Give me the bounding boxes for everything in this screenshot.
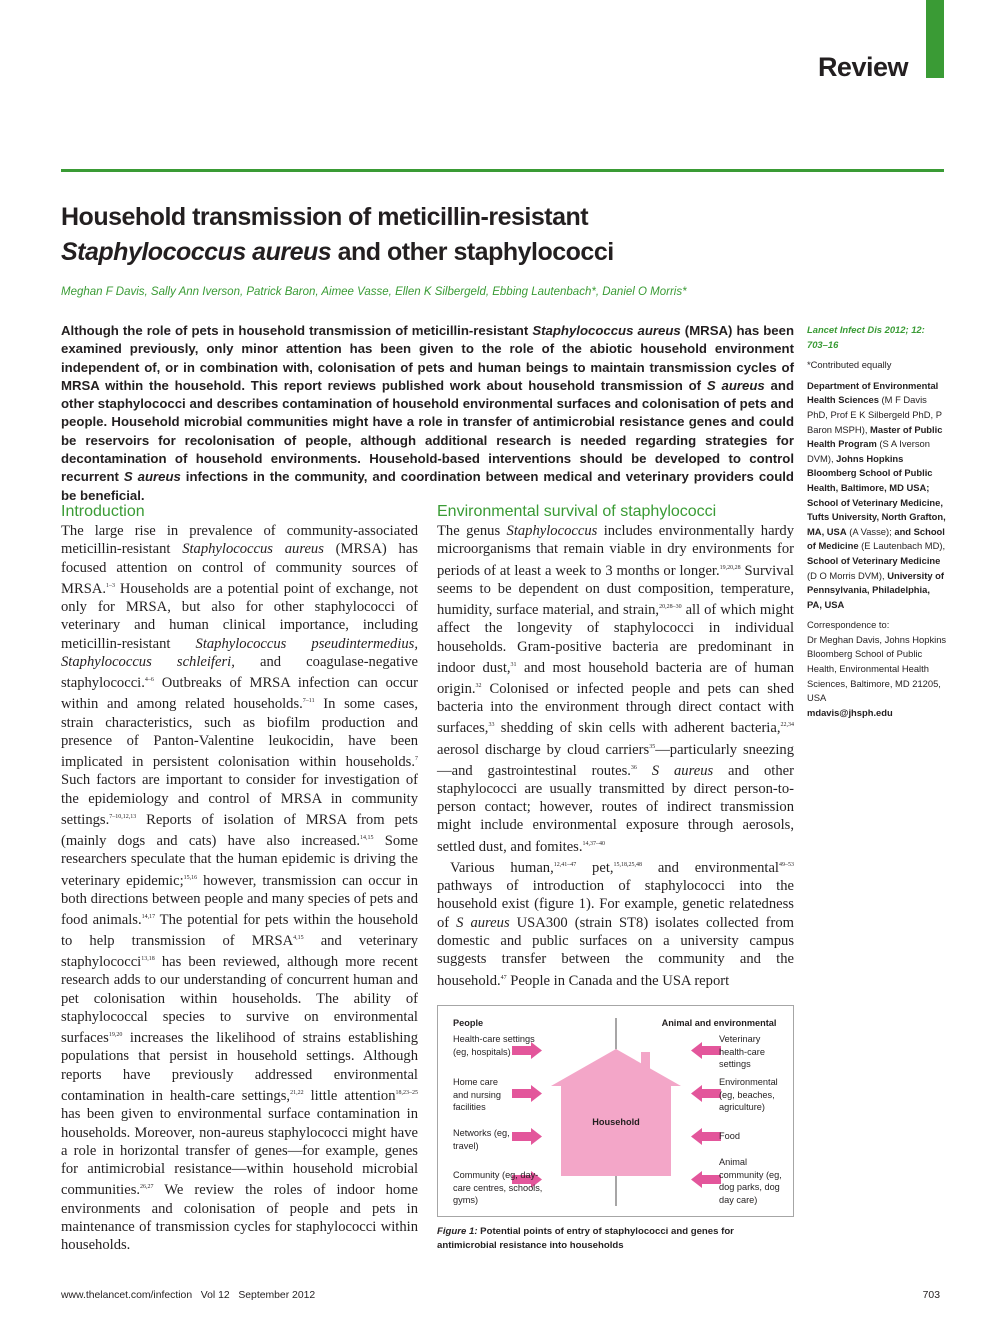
paragraph	[437, 856, 794, 990]
journal-reference[interactable]	[807, 323, 947, 352]
body-text: and environmental	[642, 859, 779, 876]
citation[interactable]: 26,27	[140, 1184, 154, 1191]
title-line-2: and other staphylococci	[331, 238, 614, 266]
body-text: S aureus	[636, 762, 714, 779]
affiliation-text: (D O Morris DVM),	[807, 569, 888, 581]
citation[interactable]: 22,34	[780, 722, 794, 729]
affiliation-text: Johns Hopkins Bloomberg School of Public Health, Baltimore, MD USA; School of Veterinary Medicine, Tufts University, North Grafton, MA, USA	[807, 452, 946, 537]
abstract-text: and other staphylococci and describes contamination of household environmental surfaces and colonisation of pets and people. Household microbial communities might have a role in transfer of antimicrobial resistance genes and could be reservoirs for recolonisation of people, although additional research is needed regarding strategies for decontamination of household environments. Household-based interventions should be developed to control recurrent	[61, 377, 794, 485]
figure-caption-label: Figure 1:	[437, 1226, 478, 1237]
body-text: Staphylococcus	[506, 523, 598, 539]
citation[interactable]: 20,28–30	[659, 604, 682, 611]
citation[interactable]: 47	[500, 974, 507, 981]
citation[interactable]: 1–3	[106, 582, 116, 589]
correspondence	[807, 618, 947, 720]
citation[interactable]: 7–10,12,13	[109, 813, 137, 820]
figure-caption	[437, 1225, 794, 1252]
source-networks: Networks (eg, travel)	[453, 1128, 510, 1151]
affiliations	[807, 379, 947, 613]
article-title	[61, 200, 781, 270]
household-label: Household	[592, 1117, 640, 1127]
citation[interactable]: 14,37–40	[582, 840, 606, 847]
body-text: Such factors are important to consider for investigation of the epidemiology and control of MRSA in community settings.	[61, 772, 418, 828]
body-text: and other staphylococci are usually transmitted by direct person-to-person contact; however, routes of indirect transmission might include environmental exposure through aerosols, settled dust, and fomites.	[437, 762, 794, 855]
abstract-text: Although the role of pets in household transmission of meticillin-resistant	[61, 323, 533, 338]
abstract-text: infections in the community, and coordination between medical and veterinary providers could be beneficial.	[61, 469, 794, 503]
abstract-text: S aureus	[706, 377, 765, 393]
affiliation-text: (A Vasse);	[846, 525, 895, 537]
correspondence-email[interactable]: mdavis@jhsph.edu	[807, 706, 893, 718]
body-text: In some cases, strain characteristics, such as biofilm production and presence of Panton-Valentine leukocidin, have been implicated in persistent colonisation within households.	[61, 696, 418, 770]
citation[interactable]: 12,41–47	[553, 861, 577, 868]
citation[interactable]: 19,20	[108, 1032, 123, 1039]
abstract-text: S aureus	[123, 469, 181, 485]
body-text: USA300 (strain ST8) isolates collected from domestic and public surfaces on a university campus suggests transfer between the community and the household.	[437, 914, 794, 989]
abstract	[61, 322, 794, 505]
contributed-note: *Contributed equally	[807, 359, 892, 371]
arrow-right-2	[691, 1085, 721, 1102]
body-text: Staphylococcus pseudintermedius, Staphylococcus schleiferi,	[61, 635, 419, 670]
house-shape	[551, 1049, 681, 1176]
source-animal-community: Animal community (eg, dog parks, dog day care)	[719, 1157, 782, 1205]
body-text: Staphylococcus aureus	[182, 541, 324, 558]
citation[interactable]: 7–11	[302, 698, 315, 705]
body-text: People in Canada and the USA report	[506, 972, 730, 989]
body-text: Some researchers speculate that the human epidemic is driving the veterinary epidemic;	[61, 832, 418, 889]
citation[interactable]: 4–6	[144, 677, 154, 684]
citation[interactable]: 13,18	[141, 956, 155, 963]
affiliation-text: (S A Iverson DVM),	[807, 438, 930, 464]
body-text: We review the roles of indoor home environments and colonisation of people and pets in maintenance of transmission cycles for staphylococci within households.	[61, 1182, 418, 1254]
citation[interactable]: 15,18,25,48	[613, 861, 643, 868]
affiliation-text: University of Pennsylvania, Philadelphia, PA, USA	[807, 569, 944, 610]
body-text: shedding of skin cells with adherent bacteria,	[494, 720, 781, 737]
article-sidebar	[807, 323, 947, 726]
citation[interactable]: 36	[630, 764, 637, 771]
citation[interactable]: 18,23–25	[395, 1090, 418, 1097]
paragraph	[437, 522, 794, 856]
body-text: The potential for pets within the household to help transmission of MRSA	[61, 911, 418, 949]
figure-1	[437, 1005, 794, 1217]
section-color-tab	[926, 0, 944, 78]
footer-issue: Vol 12 September 2012	[200, 1290, 316, 1301]
body-text: however, transmission can occur in both directions between people and many species of pets and food animals.	[61, 872, 419, 928]
affiliation-text: and School of Medicine	[807, 525, 945, 552]
affiliation-text: Department of Environmental Health Sciences	[807, 379, 939, 406]
source-environmental: Environmental (eg, beaches, agriculture)	[719, 1077, 778, 1112]
body-text: little attention	[303, 1087, 396, 1104]
body-text: Households are a potential point of exchange, not only for MRSA, but also for other staphylococci of veterinary and human clinical importance, including meticillin-resistant	[61, 580, 418, 652]
correspondence-address: Dr Meghan Davis, Johns Hopkins Bloomberg School of Public Health, Environmental Health Sciences, Baltimore, MD 21205, USA	[807, 633, 947, 704]
figure-caption-text: Potential points of entry of staphylococci and genes for antimicrobial resistance into households	[437, 1226, 734, 1251]
citation[interactable]: 7	[415, 756, 418, 763]
source-community: Community (eg, day-care centres, schools, gyms)	[453, 1170, 543, 1205]
citation[interactable]: 31	[510, 661, 517, 668]
body-text: —particularly sneezing—and gastrointestinal routes.	[437, 741, 795, 779]
paragraph	[61, 522, 418, 1254]
body-text: all of which might affect the longevity of staphylococci in individual households. Gram-positive bacteria are predominant in indoor dust,	[437, 601, 794, 676]
body-text: and veterinary staphylococci	[61, 932, 418, 971]
citation[interactable]: 14,15	[359, 835, 374, 842]
title-line-1: Household transmission of meticillin-resistant	[61, 203, 589, 231]
section-heading-environmental-survival: Environmental survival of staphylococci	[437, 503, 717, 520]
journal-reference-text: Lancet Infect Dis 2012; 12: 703–16	[807, 324, 925, 350]
body-text: includes environmentally hardy microorganisms that remain viable in dry environments for periods of at least a week to 3 months or longer.	[437, 523, 794, 579]
body-text: Various human,	[450, 859, 554, 876]
body-column-right	[437, 502, 794, 990]
body-text: Reports of isolation of MRSA from pets (mainly dogs and cats) have also increased.	[61, 811, 418, 849]
arrow-right-1	[691, 1042, 721, 1059]
source-veterinary: Veterinary health-care settings	[719, 1034, 765, 1069]
body-text: increases the likelihood of strains establishing populations that persist in household settings. Although reports have previously addressed environmental contamination in health-care settings,	[61, 1030, 418, 1104]
animal-heading: Animal and environmental	[661, 1018, 777, 1028]
citation[interactable]: 14,17	[141, 913, 156, 920]
source-food: Food	[719, 1131, 740, 1141]
footer-journal-info	[61, 1290, 315, 1301]
citation[interactable]: 32	[475, 682, 482, 689]
citation[interactable]: 49–53	[778, 861, 794, 868]
body-text: (MRSA) has focused attention on control of community sources of MRSA.	[61, 541, 418, 597]
section-heading-introduction: Introduction	[61, 503, 145, 520]
body-text: has been reviewed, although more recent research adds to our understanding of concurrent human and pet colonisation within households. The ability of staphylococcal species to survive on environmental surfaces	[61, 954, 418, 1047]
abstract-text: Staphylococcus aureus	[532, 323, 681, 338]
affiliation-text: Master of Public Health Program	[807, 423, 943, 450]
arrow-left-2	[512, 1085, 542, 1102]
affiliation-text: (E Lautenbach MD),	[858, 540, 946, 552]
affiliation-text: School of Veterinary Medicine	[807, 554, 941, 566]
source-home-care: Home care and nursing facilities	[453, 1077, 502, 1112]
house-chimney	[641, 1052, 650, 1071]
page-number: 703	[922, 1290, 940, 1301]
correspondence-label: Correspondence to:	[807, 619, 890, 631]
body-text: pet,	[576, 859, 614, 876]
body-text: Survival seems to be dependent on dust composition, temperature, humidity, surface material, and strain,	[437, 562, 794, 618]
body-text: S aureus	[456, 914, 510, 931]
affiliation-text: (M F Davis PhD, Prof E K Silbergeld PhD, P Baron MSPH),	[807, 394, 942, 435]
people-heading: People	[453, 1018, 484, 1028]
arrow-right-3	[691, 1128, 721, 1145]
body-column-left	[61, 502, 418, 1254]
body-text: The genus	[437, 523, 507, 539]
author-list: Meghan F Davis, Sally Ann Iverson, Patrick Baron, Aimee Vasse, Ellen K Silbergeld, Ebbing Lautenbach*, Daniel O Morris*	[61, 286, 687, 298]
abstract-text: (MRSA) has been examined previously, only minor attention has been given to the role of the abiotic household environment independent of, or in combination with, colonisation of pets and human beings to maintain transmission cycles of MRSA within the household. This report reviews published work about household transmission of	[61, 323, 795, 393]
citation[interactable]: 21,22	[290, 1090, 304, 1097]
citation[interactable]: 35	[649, 743, 656, 750]
body-text: Colonised or infected people and pets can shed bacteria into the environment through direct contact with surfaces,	[437, 680, 794, 737]
citation[interactable]: 4,15	[293, 935, 304, 942]
body-text: Outbreaks of MRSA infection can occur within and among related households.	[61, 675, 418, 713]
body-text: and most household bacteria are of human origin.	[437, 659, 794, 697]
title-species: Staphylococcus aureus	[61, 238, 332, 266]
body-text: has been given to environmental surface contamination in households. Moreover, non-aureus staphylococci might have a role in horizontal transfer of genes—for example, genes for antimicrobial resistance—within household microbial communities.	[61, 1106, 418, 1199]
body-text: and coagulase-negative staphylococci.	[61, 653, 418, 692]
citation[interactable]: 19,20,28	[719, 564, 741, 571]
source-health-care: Health-care settings (eg, hospitals)	[453, 1034, 535, 1057]
header-rule	[61, 169, 944, 172]
section-label: Review	[817, 52, 908, 82]
body-text: aerosol discharge by cloud carriers	[437, 741, 650, 758]
arrow-right-4	[691, 1171, 721, 1188]
citation[interactable]: 15,16	[183, 874, 198, 881]
citation[interactable]: 33	[488, 722, 495, 729]
body-text: pathways of introduction of staphylococci into the household exist (figure 1). For example, genetic relatedness of	[437, 878, 794, 931]
footer-url[interactable]: www.thelancet.com/infection	[61, 1290, 193, 1301]
body-text: The large rise in prevalence of community-associated meticillin-resistant	[61, 523, 418, 558]
